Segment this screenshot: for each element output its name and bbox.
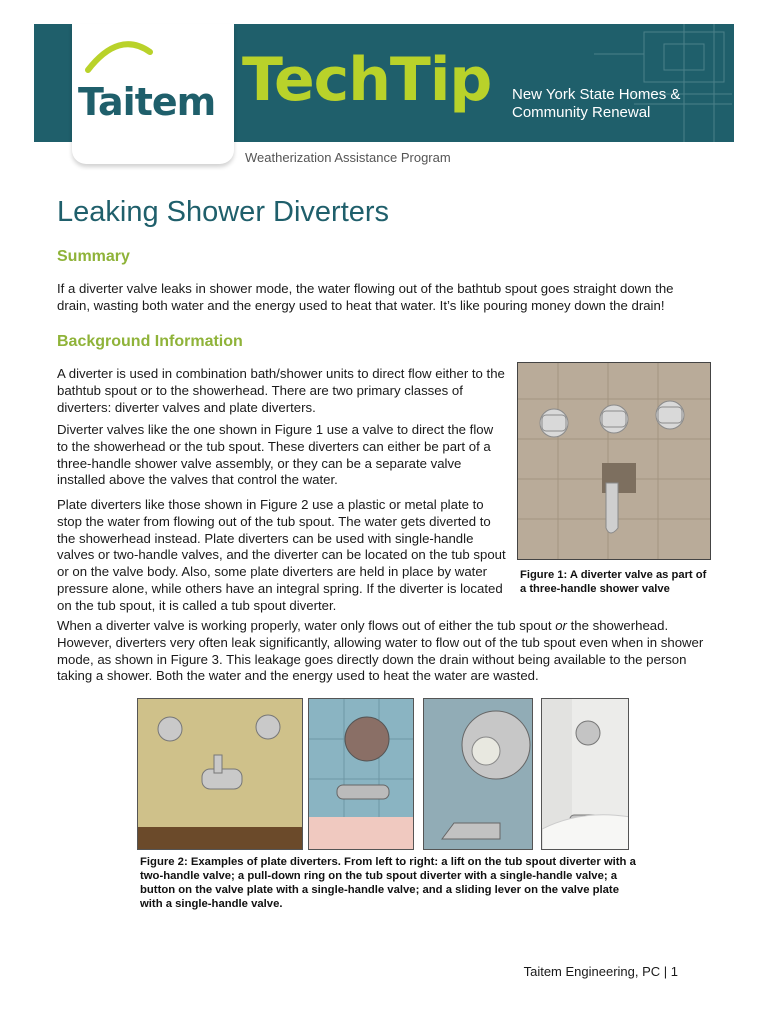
valve-plate-button-illustration xyxy=(424,699,533,850)
program-name: Weatherization Assistance Program xyxy=(245,150,451,165)
summary-heading: Summary xyxy=(57,248,130,265)
page-title: Leaking Shower Diverters xyxy=(57,196,390,228)
pull-down-ring-illustration xyxy=(309,699,414,850)
figure-2-photo-4 xyxy=(541,698,629,850)
techtip-title: TechTip xyxy=(242,45,492,115)
figure-2-photo-1 xyxy=(137,698,303,850)
figure-1-image xyxy=(517,362,711,560)
background-paragraph-4: When a diverter valve is working properly, water only flows out of either the tub spout or the showerhead. However, diverters very often leak significantly, allowing water to flow out of the tub spout even when in shower mode, as shown in Figure 3. This leakage goes directly down the drain without being available to the person taking a shower. Both the water and the energy used to heat the water are wasted. xyxy=(57,618,704,684)
figure-2-photo-2 xyxy=(308,698,414,850)
sliding-lever-illustration xyxy=(542,699,629,850)
two-handle-tub-spout-illustration xyxy=(138,699,303,850)
background-paragraph-3: Plate diverters like those shown in Figure 2 use a plastic or metal plate to stop the water from flowing out of the tub spout. The water gets diverted to the showerhead instead. Plate diverters can be used with single-handle valves or two-handle valves, and the diverter can be located on the tub spout or on the valve body. Also, some plate diverters are held in place by water pressure alone, while others have an integral spring. If the diverter is located on the tub spout, it is called a tub spout diverter. xyxy=(57,497,506,613)
logo-arc-icon xyxy=(84,36,154,74)
blueprint-pattern xyxy=(494,24,734,142)
company-logo: Taitem xyxy=(78,80,216,124)
background-paragraph-1: A diverter is used in combination bath/shower units to direct flow either to the bathtub spout or to the showerhead. There are two primary classes of diverters: diverter valves and plate diverters. xyxy=(57,366,505,415)
three-handle-valve-illustration xyxy=(518,363,711,560)
figure-2-photo-3 xyxy=(423,698,533,850)
summary-text: If a diverter valve leaks in shower mode, the water flowing out of the bathtub spout goes straight down the drain, wasting both water and the energy used to heat that water. It’s like pouring money down the drain! xyxy=(57,281,674,313)
emphasis-or: or xyxy=(555,618,567,633)
figure-2-caption: Figure 2: Examples of plate diverters. From left to right: a lift on the tub spout diverter with a two-handle valve; a pull-down ring on the tub spout diverter with a single-handle valve; a button on the valve plate with a single-handle valve; and a sliding lever on the valve plate with a single-handle valve. xyxy=(140,856,636,910)
agency-name: New York State Homes & Community Renewal xyxy=(512,86,681,121)
page-footer: Taitem Engineering, PC | 1 xyxy=(523,964,678,979)
background-paragraph-2: Diverter valves like the one shown in Figure 1 use a valve to direct the flow to the showerhead or the tub spout. These diverters can either be part of a three-handle shower valve assembly, or they can be a separate valve installed above the valves that control the water. xyxy=(57,422,494,488)
background-heading: Background Information xyxy=(57,333,243,350)
figure-1-caption: Figure 1: A diverter valve as part of a three-handle shower valve xyxy=(520,569,707,595)
